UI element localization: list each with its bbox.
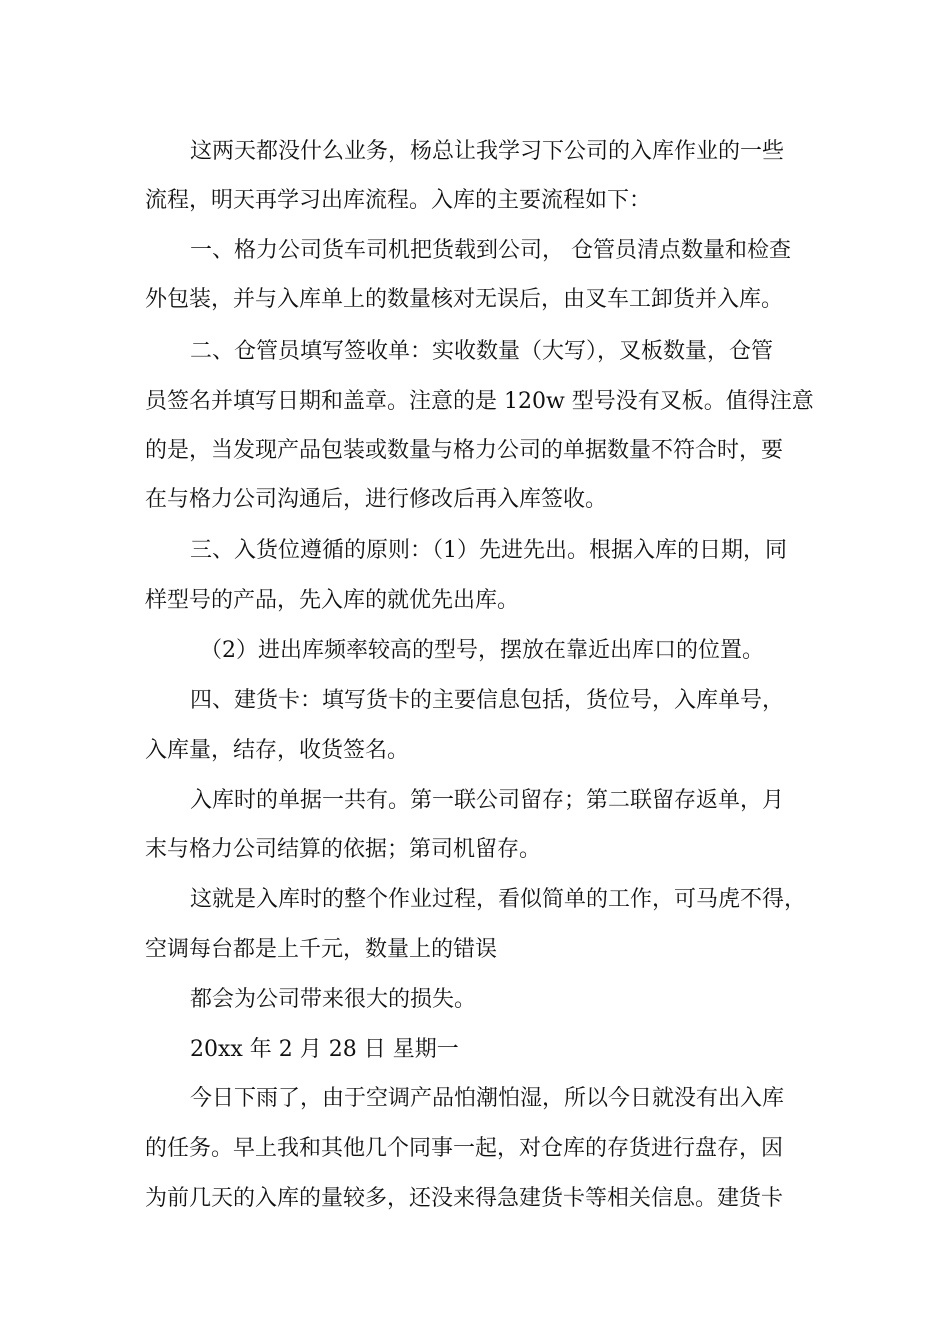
paragraph-line: 三、入货位遵循的原则：（1）先进先出。根据入库的日期，同 (190, 538, 787, 563)
paragraph-line: 一、格力公司货车司机把货载到公司， 仓管员清点数量和检查 (190, 238, 791, 263)
paragraph-line: 空调每台都是上千元，数量上的错误 (145, 937, 498, 962)
paragraph-line: 今日下雨了，由于空调产品怕潮怕湿，所以今日就没有出入库 (190, 1086, 785, 1111)
date-heading: 20xx 年 2 月 28 日 星期一 (190, 1037, 459, 1062)
paragraph-line: 末与格力公司结算的依据；第司机留存。 (145, 837, 542, 862)
paragraph-line: 的是，当发现产品包装或数量与格力公司的单据数量不符合时，要 (145, 438, 784, 463)
paragraph-line: 在与格力公司沟通后，进行修改后再入库签收。 (145, 487, 608, 512)
paragraph-line: 入库量，结存，收货签名。 (145, 738, 410, 763)
paragraph-line: 流程，明天再学习出库流程。入库的主要流程如下： (145, 188, 652, 213)
paragraph-line: 样型号的产品，先入库的就优先出库。 (145, 588, 520, 613)
paragraph-line: 为前几天的入库的量较多，还没来得急建货卡等相关信息。建货卡 (145, 1186, 784, 1211)
paragraph-line: 四、建货卡：填写货卡的主要信息包括，货位号，入库单号， (190, 688, 785, 713)
paragraph-line: 员签名并填写日期和盖章。注意的是 120w 型号没有叉板。值得注意 (145, 389, 814, 414)
paragraph-line: 这两天都没什么业务，杨总让我学习下公司的入库作业的一些 (190, 139, 785, 164)
paragraph-line: 的任务。早上我和其他几个同事一起，对仓库的存货进行盘存，因 (145, 1136, 784, 1161)
paragraph-line: 入库时的单据一共有。第一联公司留存；第二联留存返单，月 (190, 788, 785, 813)
paragraph-line: 这就是入库时的整个作业过程，看似简单的工作，可马虎不得， (190, 887, 807, 912)
paragraph-line: 二、仓管员填写签收单：实收数量（大写），叉板数量，仓管 (190, 339, 774, 364)
paragraph-line: 外包装，并与入库单上的数量核对无误后，由叉车工卸货并入库。 (145, 287, 784, 312)
paragraph-line: 都会为公司带来很大的损失。 (190, 987, 477, 1012)
paragraph-line: （2）进出库频率较高的型号，摆放在靠近出库口的位置。 (200, 638, 764, 663)
